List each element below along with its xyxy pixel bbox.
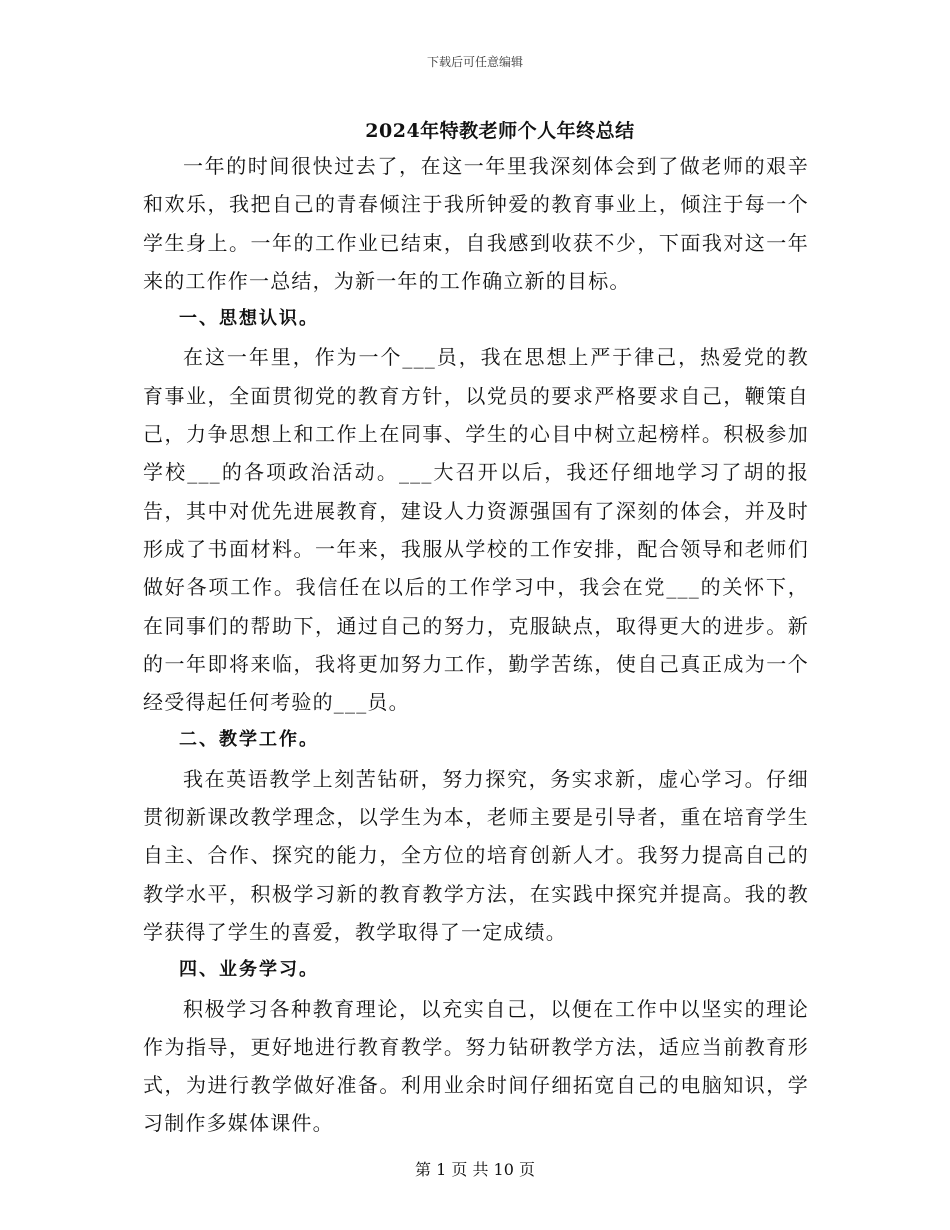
- thought-paragraph: 在这一年里，作为一个___员，我在思想上严于律己，热爱党的教育事业，全面贯彻党的教育方针，以党员的要求严格要求自己，鞭策自己，力争思想上和工作上在同事、学生的心目中树立起榜样。积极参加学校___的各项政治活动。___大召开以后，我还仔细地学习了胡的报告，其中对优先进展教育，建设人力资源强国有了深刻的体会，并及时形成了书面材料。一年来，我服从学校的工作安排，配合领导和老师们做好各项工作。我信任在以后的工作学习中，我会在党___的关怀下，在同事们的帮助下，通过自己的努力，克服缺点，取得更大的进步。新的一年即将来临，我将更加努力工作，勤学苦练，使自己真正成为一个经受得起任何考验的___员。: [143, 345, 809, 715]
- page-footer: 第 1 页 共 10 页: [415, 1160, 535, 1179]
- intro-paragraph: 一年的时间很快过去了，在这一年里我深刻体会到了做老师的艰辛和欢乐，我把自己的青春倾注于我所钟爱的教育事业上，倾注于每一个学生身上。一年的工作业已结束，自我感到收获不少，下面我对这一年来的工作作一总结，为新一年的工作确立新的目标。: [143, 154, 809, 293]
- section-heading-teaching: 二、教学工作。: [179, 729, 319, 751]
- section-heading-thought: 一、思想认识。: [179, 308, 319, 330]
- document-title: 2024年特教老师个人年终总结: [365, 120, 635, 142]
- teaching-paragraph: 我在英语教学上刻苦钻研，努力探究，务实求新，虚心学习。仔细贯彻新课改教学理念，以学生为本，老师主要是引导者，重在培育学生自主、合作、探究的能力，全方位的培育创新人才。我努力提高自己的教学水平，积极学习新的教育教学方法，在实践中探究并提高。我的教学获得了学生的喜爱，教学取得了一定成绩。: [143, 766, 809, 944]
- section-heading-study: 四、业务学习。: [179, 959, 319, 981]
- document-body: [143, 147, 809, 1143]
- header-note: 下载后可任意编辑: [426, 55, 523, 69]
- study-paragraph: 积极学习各种教育理论，以充实自己，以便在工作中以坚实的理论作为指导，更好地进行教育教学。努力钻研教学方法，适应当前教育形式，为进行教学做好准备。利用业余时间仔细拓宽自己的电脑知识，学习制作多媒体课件。: [143, 996, 809, 1136]
